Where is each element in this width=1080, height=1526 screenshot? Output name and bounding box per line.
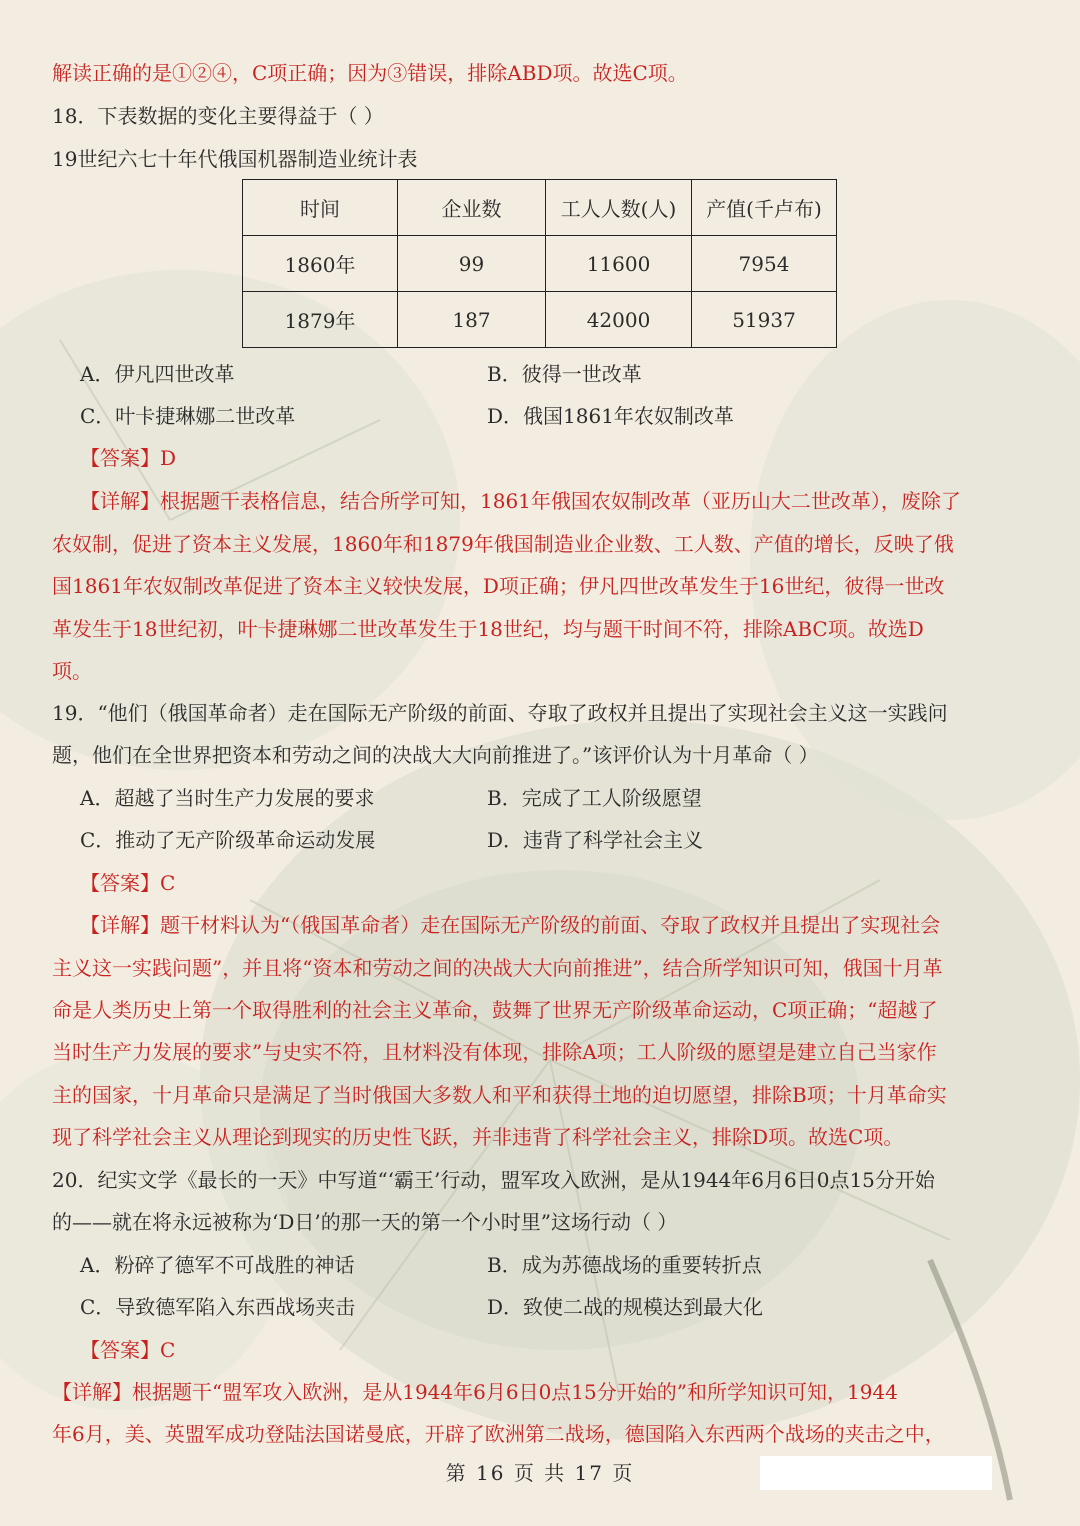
q19-option-d: D．违背了科学社会主义 <box>487 828 704 852</box>
q20-stem-line: 20．纪实文学《最长的一天》中写道“‘霸王’行动，盟军攻入欧洲，是从1944年6月6日0点15分开始 <box>52 1168 935 1192</box>
q20-stem-line: 的——就在将永远被称为‘D日’的那一天的第一个小时里”这场行动（ ） <box>52 1210 678 1234</box>
q20-explanation-line: 【详解】根据题干“盟军攻入欧洲，是从1944年6月6日0点15分开始的”和所学知识可知，1944 <box>52 1380 898 1404</box>
q18-option-d: D．俄国1861年农奴制改革 <box>487 404 734 428</box>
table-cell: 11600 <box>546 236 692 292</box>
table-cell: 1879年 <box>243 292 398 348</box>
table-cell: 187 <box>398 292 546 348</box>
prev-explanation-tail: 解读正确的是①②④，C项正确；因为③错误，排除ABD项。故选C项。 <box>52 61 688 85</box>
table-header-cell: 时间 <box>243 180 398 236</box>
q19-option-b: B．完成了工人阶级愿望 <box>487 786 702 810</box>
q19-option-c: C．推动了无产阶级革命运动发展 <box>80 828 376 852</box>
blank-label-box <box>760 1456 992 1490</box>
table-cell: 99 <box>398 236 546 292</box>
q19-option-a: A．超越了当时生产力发展的要求 <box>80 786 375 810</box>
table-header-cell: 产值(千卢布) <box>692 180 837 236</box>
table-cell: 42000 <box>546 292 692 348</box>
q18-explanation-line: 革发生于18世纪初，叶卡捷琳娜二世改革发生于18世纪，均与题干时间不符，排除ABC项。故选D <box>52 617 924 641</box>
q20-explanation-line: 年6月，美、英盟军成功登陆法国诺曼底，开辟了欧洲第二战场，德国陷入东西两个战场的夹击之中， <box>52 1422 945 1446</box>
table-row <box>243 292 837 348</box>
q18-explanation-line: 【详解】根据题干表格信息，结合所学可知，1861年俄国农奴制改革（亚历山大二世改革），废除了 <box>80 489 961 513</box>
q18-table-title: 19世纪六七十年代俄国机器制造业统计表 <box>52 147 418 171</box>
q18-option-a: A．伊凡四世改革 <box>80 362 235 386</box>
table-row <box>243 236 837 292</box>
q19-explanation-line: 【详解】题干材料认为“（俄国革命者）走在国际无产阶级的前面、夺取了政权并且提出了实现社会 <box>80 913 941 937</box>
q18-explanation-line: 农奴制，促进了资本主义发展，1860年和1879年俄国制造业企业数、工人数、产值的增长，反映了俄 <box>52 532 954 556</box>
table-header-cell: 企业数 <box>398 180 546 236</box>
q20-option-a: A．粉碎了德军不可战胜的神话 <box>80 1253 355 1277</box>
table-header-cell: 工人人数(人) <box>546 180 692 236</box>
q19-explanation-line: 主义这一实践问题”，并且将“资本和劳动之间的决战大大向前推进”，结合所学知识可知，俄国十月革 <box>52 956 943 980</box>
q18-statistics-table <box>242 179 837 348</box>
table-cell: 1860年 <box>243 236 398 292</box>
q19-answer: 【答案】C <box>80 871 176 895</box>
q20-answer: 【答案】C <box>80 1338 176 1362</box>
q18-explanation-line: 国1861年农奴制改革促进了资本主义较快发展，D项正确；伊凡四世改革发生于16世纪，彼得一世改 <box>52 574 945 598</box>
table-cell: 7954 <box>692 236 837 292</box>
q18-answer: 【答案】D <box>80 446 177 470</box>
q18-stem: 18．下表数据的变化主要得益于（ ） <box>52 104 384 128</box>
q20-option-b: B．成为苏德战场的重要转折点 <box>487 1253 762 1277</box>
q18-option-c: C．叶卡捷琳娜二世改革 <box>80 404 296 428</box>
q19-stem-line: 题，他们在全世界把资本和劳动之间的决战大大向前推进了。”该评价认为十月革命（ ） <box>52 743 819 767</box>
q19-explanation-line: 现了科学社会主义从理论到现实的历史性飞跃，并非违背了科学社会主义，排除D项。故选C项。 <box>52 1125 904 1149</box>
page-number-footer: 第 16 页 共 17 页 <box>445 1461 635 1485</box>
q18-explanation-line: 项。 <box>52 659 92 683</box>
q19-explanation-line: 命是人类历史上第一个取得胜利的社会主义革命，鼓舞了世界无产阶级革命运动，C项正确；“超越了 <box>52 998 938 1022</box>
q20-option-c: C．导致德军陷入东西战场夹击 <box>80 1295 356 1319</box>
q19-explanation-line: 主的国家，十月革命只是满足了当时俄国大多数人和平和获得土地的迫切愿望，排除B项；十月革命实 <box>52 1083 947 1107</box>
q19-explanation-line: 当时生产力发展的要求”与史实不符，且材料没有体现，排除A项；工人阶级的愿望是建立自己当家作 <box>52 1040 937 1064</box>
q20-option-d: D．致使二战的规模达到最大化 <box>487 1295 764 1319</box>
q19-stem-line: 19．“他们（俄国革命者）走在国际无产阶级的前面、夺取了政权并且提出了实现社会主义这一实践问 <box>52 701 948 725</box>
q18-option-b: B．彼得一世改革 <box>487 362 642 386</box>
table-cell: 51937 <box>692 292 837 348</box>
table-header-row <box>243 180 837 236</box>
